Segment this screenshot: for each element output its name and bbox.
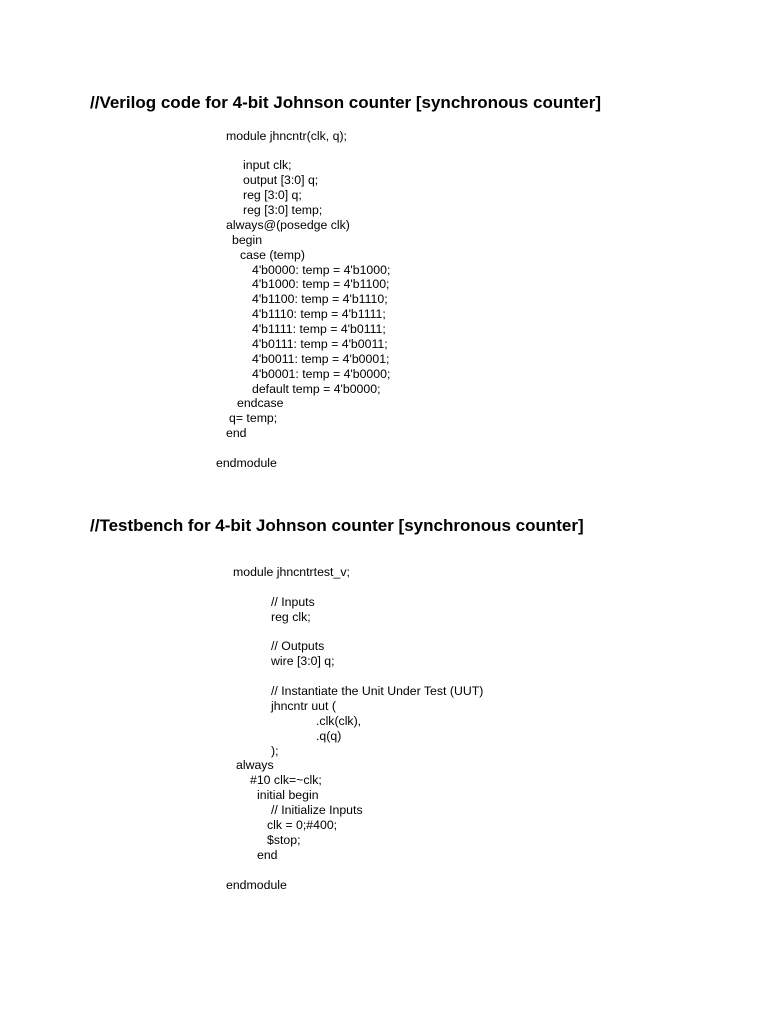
- code-line: module jhncntrtest_v;: [233, 565, 350, 579]
- code-line: // Inputs: [271, 595, 315, 609]
- code-line: // Outputs: [271, 639, 325, 653]
- code-line: input clk;: [243, 158, 292, 172]
- code-line: 4'b0000: temp = 4'b1000;: [252, 263, 391, 277]
- code-line: jhncntr uut (: [271, 699, 336, 713]
- code-line: #10 clk=~clk;: [250, 773, 322, 787]
- code-line: case (temp): [240, 248, 305, 262]
- code-line: module jhncntr(clk, q);: [226, 129, 347, 143]
- code-line: output [3:0] q;: [243, 173, 319, 187]
- code-line: 4'b1100: temp = 4'b1110;: [252, 292, 388, 306]
- code-line: reg clk;: [271, 610, 311, 624]
- code-line: 4'b1110: temp = 4'b1111;: [252, 307, 386, 321]
- code-line: always@(posedge clk): [226, 218, 350, 232]
- code-line: reg [3:0] temp;: [243, 203, 323, 217]
- code-line: initial begin: [257, 788, 319, 802]
- code-line: .clk(clk),: [316, 714, 362, 728]
- code-line: // Instantiate the Unit Under Test (UUT): [271, 684, 484, 698]
- code-line: endmodule: [226, 878, 287, 892]
- code-line: .q(q): [316, 729, 342, 743]
- code-line: reg [3:0] q;: [243, 188, 302, 202]
- code-line: wire [3:0] q;: [271, 654, 335, 668]
- code-line: 4'b1111: temp = 4'b0111;: [252, 322, 386, 336]
- code-line: q= temp;: [229, 411, 278, 425]
- code-line: 4'b0011: temp = 4'b0001;: [252, 352, 390, 366]
- code-line: clk = 0;#400;: [267, 818, 338, 832]
- code-line: end: [257, 848, 278, 862]
- code-line: );: [271, 744, 279, 758]
- verilog-code-heading: //Verilog code for 4-bit Johnson counter [synchronous counter]: [90, 93, 601, 112]
- code-line: // Initialize Inputs: [271, 803, 363, 817]
- code-line: end: [226, 426, 247, 440]
- code-line: 4'b0001: temp = 4'b0000;: [252, 367, 391, 381]
- code-line: always: [236, 758, 274, 772]
- code-line: default temp = 4'b0000;: [252, 382, 381, 396]
- code-line: begin: [232, 233, 263, 247]
- code-line: 4'b0111: temp = 4'b0011;: [252, 337, 388, 351]
- code-line: endmodule: [216, 456, 277, 470]
- code-line: $stop;: [267, 833, 301, 847]
- code-line: endcase: [237, 396, 284, 410]
- testbench-heading: //Testbench for 4-bit Johnson counter [synchronous counter]: [90, 516, 584, 535]
- code-line: 4'b1000: temp = 4'b1100;: [252, 277, 390, 291]
